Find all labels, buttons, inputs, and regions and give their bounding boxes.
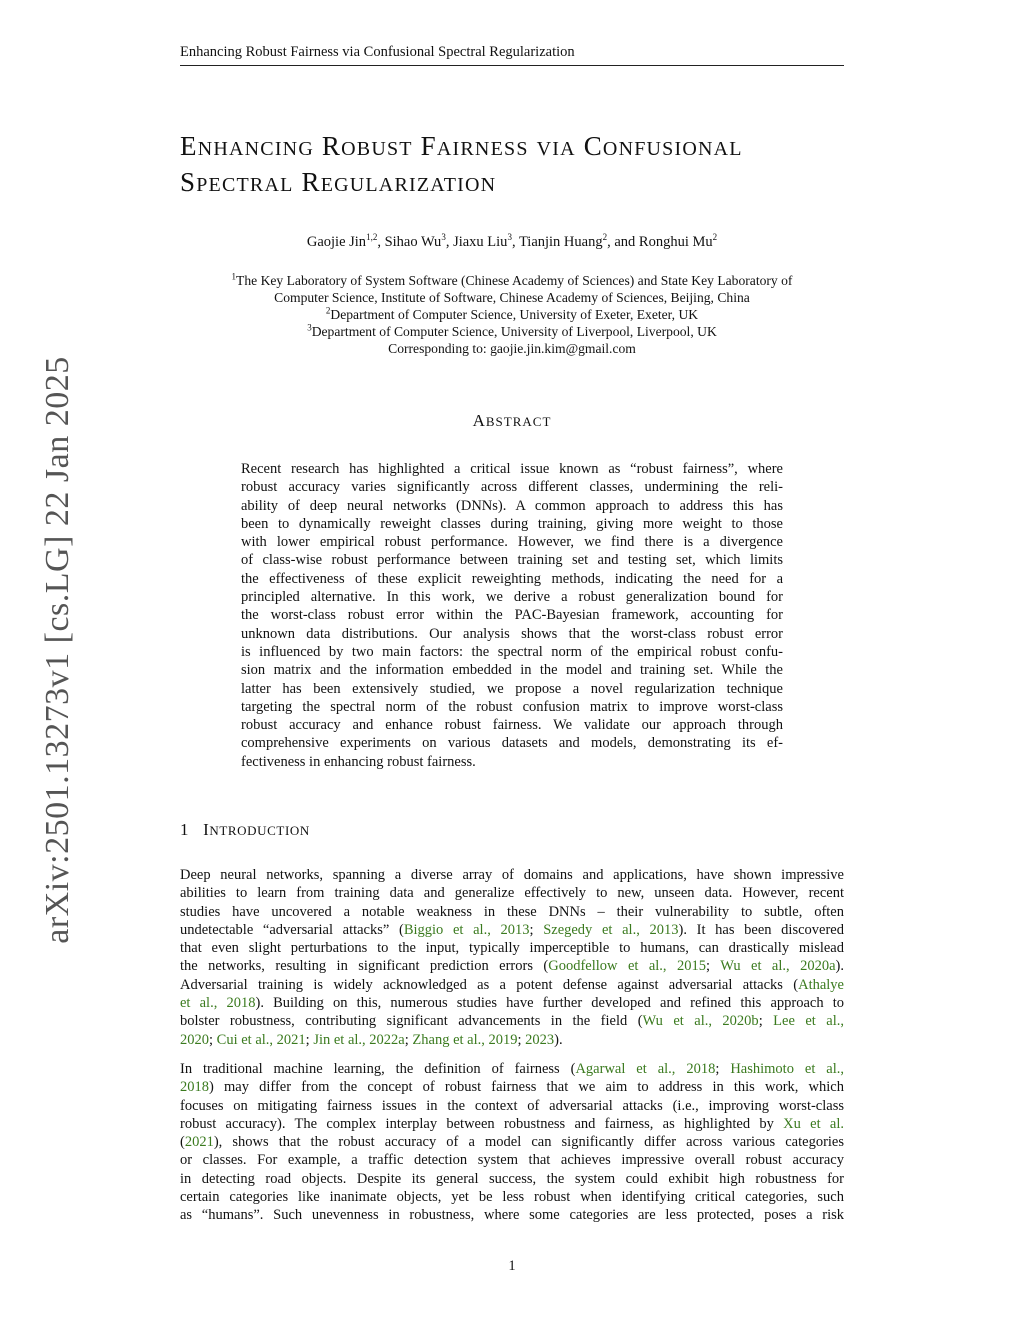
author-list: Gaojie Jin$^{1,2}$, Sihao Wu$^3$, Jiaxu Liu$^3$, Tianjin Huang$^2$, and Ronghui Mu$^2$ (306, 232, 718, 250)
paragraph-line: robust accuracy). The complex interplay between robustness and fairness, as highlighted by Xu et al. (180, 1115, 844, 1132)
paragraph-line: or classes. For example, a traffic detection system that achieves impressive overall robust accuracy (180, 1152, 844, 1169)
title-word: SPECTRAL (180, 167, 294, 197)
abstract-line: with lower empirical robust performance. However, we find there is a divergence (241, 534, 783, 551)
section-heading-introduction: 1 INTRODUCTION (180, 820, 310, 839)
citation-link[interactable]: Jin et al., 2022a (313, 1031, 405, 1048)
citation-link[interactable]: 2023 (525, 1031, 555, 1048)
abstract-line: targeting the spectral norm of the robust confusion matrix to improve worst-class (241, 698, 783, 715)
abstract-line: fectiveness in enhancing robust fairness. (241, 753, 476, 770)
paragraph-line: focuses on mitigating fairness issues in the context of adversarial attacks (i.e., improving worst-class (180, 1097, 844, 1114)
paragraph-line: (2021), shows that the robust accuracy of a model can significantly differ across various categories (180, 1134, 844, 1151)
citation-link[interactable]: Wu et al., 2020a (720, 958, 836, 975)
paragraph-line: In traditional machine learning, the definition of fairness (Agarwal et al., 2018; Hashimoto et al., (180, 1061, 844, 1077)
citation-link[interactable]: 2018 (180, 1079, 209, 1096)
citation-link[interactable]: Hashimoto et al., (730, 1061, 844, 1077)
title-word: ENHANCING (180, 131, 314, 161)
citation-link[interactable]: 2021 (184, 1134, 214, 1151)
author: Tianjin Huang$^2$ (518, 232, 608, 250)
citation-link[interactable]: Xu et al. (783, 1115, 844, 1132)
abstract-line: the worst-class robust error within the PAC-Bayesian framework, accounting for (241, 607, 783, 624)
intro-paragraph-2 (180, 1060, 844, 1225)
abstract-line: been to dynamically reweight classes during training, giving more weight to those (241, 515, 783, 532)
paragraph-line: the networks, resulting in significant prediction errors (Goodfellow et al., 2015; Wu et al., 2020a). (180, 958, 844, 975)
paragraph-line: abilities to learn from training data and generalize effectively to new, unseen data. However, recent (180, 885, 844, 902)
page-number: 1 (508, 1258, 516, 1274)
citation-link[interactable]: Agarwal et al., 2018 (575, 1061, 716, 1077)
abstract-line: is influenced by two main factors: the spectral norm of the empirical robust confu- (241, 643, 783, 660)
paragraph-line: studies have uncovered a notable weakness in these DNNs – their vulnerability to subtle, often (180, 903, 844, 920)
paragraph-line: 2020; Cui et al., 2021; Jin et al., 2022a; Zhang et al., 2019; 2023). (180, 1031, 563, 1048)
abstract-line: the effectiveness of these explicit reweighting methods, indicating the need for a (241, 570, 783, 587)
corresponding-email: Corresponding to: gaojie.jin.kim@gmail.com (388, 341, 636, 357)
abstract-line: principled alternative. In this work, we derive a robust generalization bound for (241, 589, 783, 606)
abstract-line: comprehensive experiments on various datasets and models, demonstrating its ef- (241, 735, 783, 752)
paragraph-line: that even slight perturbations to the input, typically imperceptible to humans, can drastically mislead (180, 940, 844, 957)
affiliations (150, 272, 874, 357)
abstract-heading: ABSTRACT (472, 411, 552, 430)
citation-link[interactable]: Zhang et al., 2019 (412, 1031, 518, 1048)
running-header (180, 44, 844, 66)
citation-link[interactable]: 2020 (180, 1031, 209, 1048)
citation-link[interactable]: Athalye (798, 976, 844, 993)
author: Sihao Wu$^3$ (384, 232, 446, 250)
abstract-line: robust accuracy varies significantly across different classes, undermining the reli- (241, 479, 783, 496)
citation-link[interactable]: et al., 2018 (180, 995, 256, 1012)
paragraph-line: certain categories like inanimate objects, yet be less robust when identifying critical categories, such (180, 1189, 844, 1206)
affiliation-line: $^1$The Key Laboratory of System Software (Chinese Academy of Sciences) and State Key Laboratory of (231, 271, 793, 288)
abstract-line: of class-wise robust performance between training set and testing set, which limits (241, 552, 783, 569)
affiliation-line: $^2$Department of Computer Science, University of Exeter, Exeter, UK (325, 305, 699, 323)
arxiv-stamp: arXiv:2501.13273v1 [cs.LG] 22 Jan 2025 (39, 356, 76, 944)
running-title: Enhancing Robust Fairness via Confusional Spectral Regularization (180, 44, 575, 60)
title-word: CONFUSIONAL (583, 131, 743, 161)
paragraph-line: Deep neural networks, spanning a diverse array of domains and applications, have shown impressive (180, 867, 844, 883)
paragraph-line: Adversarial training is widely acknowledged as a potent defense against adversarial attacks (Athalye (180, 976, 844, 993)
paragraph-line: et al., 2018). Building on this, numerous studies have further developed and refined this approach to (180, 995, 845, 1012)
paragraph-line: in detecting road objects. Despite its general success, the system could exhibit high robustness for (180, 1170, 844, 1187)
abstract-body (241, 460, 783, 771)
citation-link[interactable]: Cui et al., 2021 (216, 1031, 306, 1048)
affiliation-line: Computer Science, Institute of Software, Chinese Academy of Sciences, Beijing, China (274, 290, 750, 306)
intro-paragraph-1 (180, 866, 844, 1049)
title-word: VIA (536, 138, 576, 160)
title-word: ROBUST (321, 131, 413, 161)
paragraph-line: as “humans”. Such unevenness in robustness, where some categories are less protected, poses a risk (180, 1207, 844, 1224)
author: Ronghui Mu$^2$ (638, 232, 718, 250)
abstract-line: robust accuracy and enhance robust fairness. We validate our approach through (241, 717, 783, 734)
affiliation-line: $^3$Department of Computer Science, University of Liverpool, Liverpool, UK (307, 322, 717, 340)
paragraph-line: undetectable “adversarial attacks” (Biggio et al., 2013; Szegedy et al., 2013). It has been discovered (180, 921, 844, 938)
citation-link[interactable]: Lee et al., (773, 1013, 844, 1030)
citation-link[interactable]: Wu et al., 2020b (642, 1013, 759, 1030)
author: Jiaxu Liu$^3$ (453, 232, 512, 250)
citation-link[interactable]: Szegedy et al., 2013 (543, 921, 679, 938)
abstract-line: unknown data distributions. Our analysis shows that the worst-class robust error (241, 625, 783, 642)
paragraph-line: 2018) may differ from the concept of robust fairness that we aim to address in this work, which (180, 1079, 844, 1096)
abstract-line: sion matrix and the information embedded in the model and training set. While the (241, 662, 783, 679)
title-word: REGULARIZATION (301, 167, 497, 197)
abstract-line: latter has been extensively studied, we propose a novel regularization technique (241, 680, 783, 697)
citation-link[interactable]: Goodfellow et al., 2015 (548, 958, 706, 975)
author: Gaojie Jin$^{1,2}$ (306, 232, 378, 250)
paragraph-line: bolster robustness, contributing significant advancements in the field (Wu et al., 2020b; Lee et al., (180, 1013, 844, 1030)
citation-link[interactable]: Biggio et al., 2013 (403, 921, 530, 938)
abstract-line: Recent research has highlighted a critical issue known as “robust fairness”, where (241, 461, 783, 477)
abstract-line: ability of deep neural networks (DNNs). A common approach to address this has (241, 497, 783, 514)
paper-title (180, 130, 860, 202)
title-word: FAIRNESS (420, 131, 529, 161)
